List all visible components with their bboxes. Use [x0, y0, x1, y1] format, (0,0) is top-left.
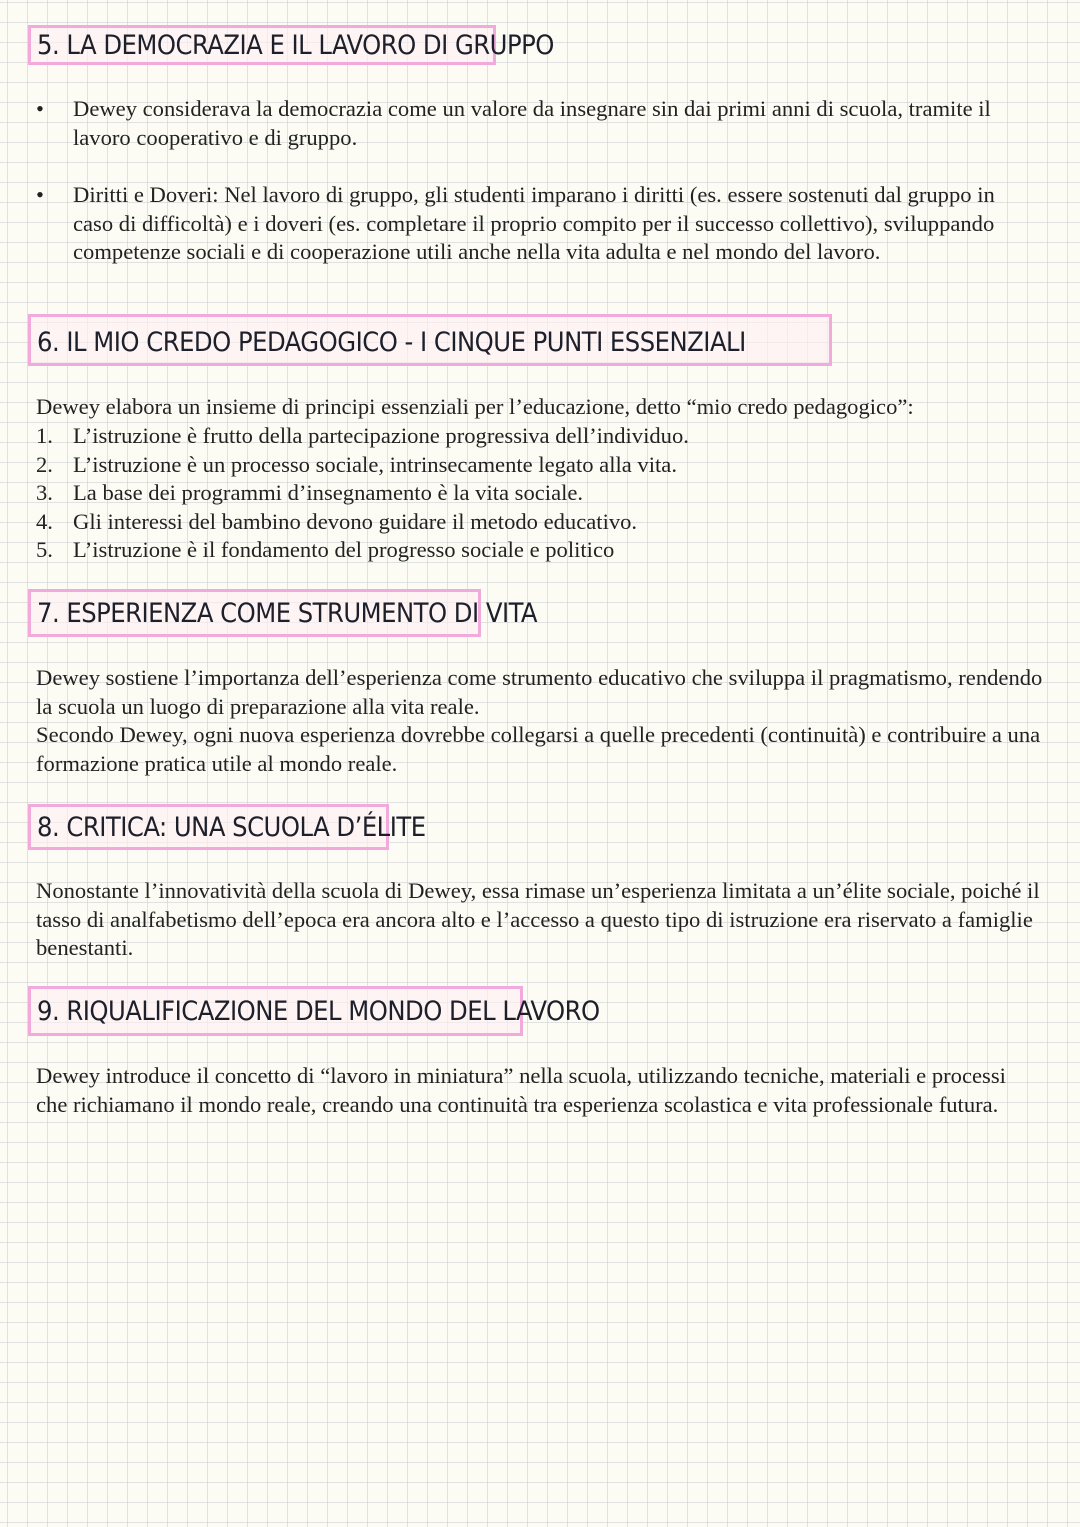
list-number: 5.	[36, 537, 53, 562]
list-item	[36, 451, 1056, 480]
section-7-heading: 7. ESPERIENZA COME STRUMENTO DI VITA	[28, 589, 481, 637]
list-item-text: La base dei programmi d’insegnamento è la vita sociale.	[73, 480, 584, 505]
bullet-icon: •	[36, 182, 44, 207]
list-item	[36, 479, 1056, 508]
section-5-bullet-2	[36, 181, 1016, 267]
section-5-bullet-1	[36, 95, 1016, 152]
list-item	[36, 508, 1056, 537]
list-number: 1.	[36, 423, 53, 448]
bullet-text: Diritti e Doveri: Nel lavoro di gruppo, gli studenti imparano i diritti (es. essere sostenuti dal gruppo in caso di difficoltà) e i doveri (es. completare il proprio compito per il successo collettivo), sviluppando competenze sociali e di cooperazione utili anche nella vita adulta e nel mondo del lavoro.	[73, 182, 995, 264]
section-7-paragraph-2: Secondo Dewey, ogni nuova esperienza dovrebbe collegarsi a quelle precedenti (continuità) e contribuire a una formazione pratica utile al mondo reale.	[36, 722, 1041, 776]
list-number: 2.	[36, 451, 53, 477]
section-6-heading: 6. IL MIO CREDO PEDAGOGICO - I CINQUE PUNTI ESSENZIALI	[28, 314, 832, 366]
section-9-paragraph: Dewey introduce il concetto di “lavoro in miniatura” nella scuola, utilizzando tecniche, materiali e processi che richiamano il mondo reale, creando una continuità tra esperienza scolastica e vita professionale futura.	[36, 1063, 1006, 1117]
list-item	[36, 422, 1056, 451]
section-6-intro: Dewey elabora un insieme di principi essenziali per l’educazione, detto “mio credo pedagogico”:	[36, 394, 914, 419]
list-item-text: L’istruzione è frutto della partecipazione progressiva dell’individuo.	[73, 423, 689, 448]
section-5-heading: 5. LA DEMOCRAZIA E IL LAVORO DI GRUPPO	[28, 25, 496, 65]
section-7-paragraph-1: Dewey sostiene l’importanza dell’esperienza come strumento educativo che sviluppa il pragmatismo, rendendo la scuola un luogo di preparazione alla vita reale.	[36, 665, 1043, 719]
principles-list	[36, 422, 1056, 565]
bullet-text: Dewey considerava la democrazia come un valore da insegnare sin dai primi anni di scuola, tramite il lavoro cooperativo e di gruppo.	[73, 96, 991, 150]
list-item-text: L’istruzione è il fondamento del progresso sociale e politico	[73, 537, 615, 562]
bullet-icon: •	[36, 96, 44, 121]
list-number: 4.	[36, 508, 53, 534]
list-item	[36, 536, 1056, 565]
list-item-text: Gli interessi del bambino devono guidare il metodo educativo.	[73, 508, 638, 534]
section-8-paragraph: Nonostante l’innovatività della scuola di Dewey, essa rimase un’esperienza limitata a un’élite sociale, poiché il tasso di analfabetismo dell’epoca era ancora alto e l’accesso a questo tipo di istruzione era riservato a famiglie benestanti.	[36, 878, 1040, 960]
section-9-heading: 9. RIQUALIFICAZIONE DEL MONDO DEL LAVORO	[28, 986, 523, 1036]
section-6-list	[36, 422, 1056, 565]
section-8-heading: 8. CRITICA: UNA SCUOLA D’ÉLITE	[28, 804, 389, 850]
list-number: 3.	[36, 480, 53, 505]
list-item-text: L’istruzione è un processo sociale, intrinsecamente legato alla vita.	[73, 451, 677, 477]
